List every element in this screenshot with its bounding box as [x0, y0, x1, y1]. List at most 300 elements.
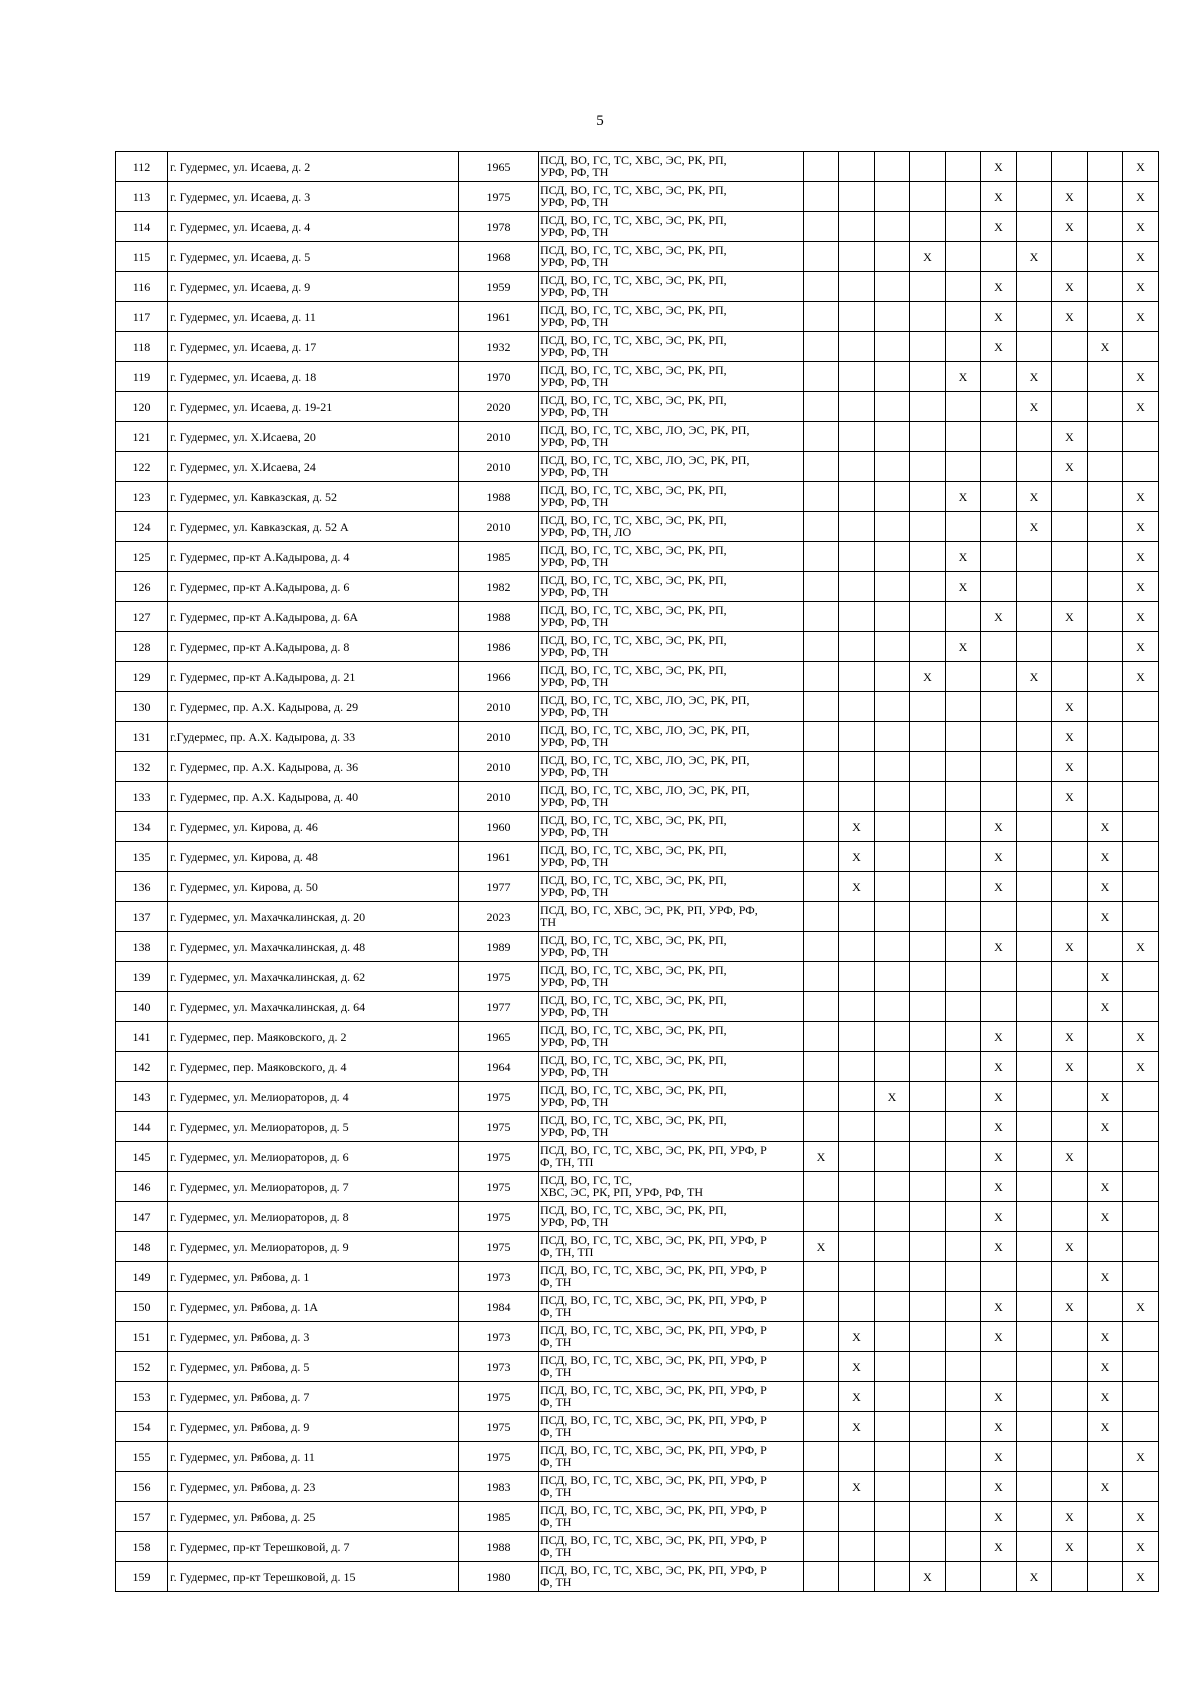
mark-cell	[804, 272, 839, 302]
table-row	[116, 1322, 1159, 1352]
works-list-line-1: ПСД, ВО, ГС, ТС, ХВС, ЭС, РК, РП,	[540, 933, 727, 947]
mark-cell	[1052, 1562, 1088, 1592]
mark-cell	[910, 1442, 946, 1472]
mark-cell	[804, 572, 839, 602]
mark-cell	[981, 632, 1017, 662]
works-list-line-1: ПСД, ВО, ГС, ТС, ХВС, ЭС, РК, РП, УРФ, Р	[540, 1353, 767, 1367]
mark-cell	[910, 1262, 946, 1292]
mark-cell	[1017, 1022, 1052, 1052]
mark-cell	[910, 842, 946, 872]
mark-cell	[1052, 1442, 1088, 1472]
mark-cell	[804, 512, 839, 542]
mark-cell	[875, 182, 910, 212]
works-list-line-1: ПСД, ВО, ГС, ТС, ХВС, ЭС, РК, РП, УРФ, Р	[540, 1323, 767, 1337]
mark-cell	[981, 452, 1017, 482]
table-row	[116, 872, 1159, 902]
table-body	[116, 152, 1159, 1592]
year-cell: 1960	[459, 812, 539, 842]
mark-cell	[1017, 962, 1052, 992]
works-list-line-2: УРФ, РФ, ТН	[540, 345, 609, 359]
works-list-cell	[539, 482, 804, 512]
mark-cell	[1052, 332, 1088, 362]
address-cell: г. Гудермес, ул. Исаева, д. 17	[168, 332, 459, 362]
mark-cell	[981, 752, 1017, 782]
mark-cell: X	[1123, 1502, 1159, 1532]
works-list-cell	[539, 1022, 804, 1052]
mark-cell	[1017, 1382, 1052, 1412]
works-list-line-1: ПСД, ВО, ГС, ТС, ХВС, ЛО, ЭС, РК, РП,	[540, 423, 750, 437]
mark-cell: X	[981, 1232, 1017, 1262]
mark-cell: X	[1017, 662, 1052, 692]
mark-cell	[1088, 1052, 1123, 1082]
address-cell: г. Гудермес, ул. Исаева, д. 19-21	[168, 392, 459, 422]
mark-cell	[804, 1052, 839, 1082]
works-list-line-2: УРФ, РФ, ТН	[540, 705, 609, 719]
works-list-line-2: Ф, ТН	[540, 1575, 572, 1589]
works-list-line-2: УРФ, РФ, ТН	[540, 1035, 609, 1049]
mark-cell: X	[1123, 182, 1159, 212]
mark-cell	[1088, 662, 1123, 692]
table-row	[116, 212, 1159, 242]
works-list-line-1: ПСД, ВО, ГС, ТС, ХВС, ЭС, РК, РП,	[540, 873, 727, 887]
mark-cell	[1123, 752, 1159, 782]
address-cell: г. Гудермес, пр-кт А.Кадырова, д. 6	[168, 572, 459, 602]
row-number-cell: 119	[116, 362, 168, 392]
mark-cell	[839, 272, 875, 302]
mark-cell: X	[1017, 392, 1052, 422]
mark-cell	[1052, 842, 1088, 872]
mark-cell	[981, 722, 1017, 752]
row-number-cell: 117	[116, 302, 168, 332]
mark-cell: X	[1123, 602, 1159, 632]
year-cell: 1975	[459, 1382, 539, 1412]
mark-cell: X	[981, 152, 1017, 182]
mark-cell: X	[1052, 932, 1088, 962]
works-list-line-2: Ф, ТН	[540, 1275, 572, 1289]
mark-cell	[910, 752, 946, 782]
year-cell: 1989	[459, 932, 539, 962]
address-cell: г. Гудермес, ул. Рябова, д. 1	[168, 1262, 459, 1292]
works-list-cell	[539, 512, 804, 542]
year-cell: 1975	[459, 1172, 539, 1202]
works-list-line-2: Ф, ТН	[540, 1515, 572, 1529]
mark-cell: X	[839, 1412, 875, 1442]
works-list-line-1: ПСД, ВО, ГС, ТС, ХВС, ЭС, РК, РП,	[540, 963, 727, 977]
year-cell: 1975	[459, 1082, 539, 1112]
mark-cell: X	[981, 1532, 1017, 1562]
address-cell: г. Гудермес, ул. Рябова, д. 7	[168, 1382, 459, 1412]
mark-cell	[804, 1502, 839, 1532]
mark-cell	[1123, 962, 1159, 992]
mark-cell: X	[981, 1292, 1017, 1322]
row-number-cell: 126	[116, 572, 168, 602]
works-list-line-1: ПСД, ВО, ГС, ТС, ХВС, ЭС, РК, РП,	[540, 183, 727, 197]
mark-cell	[910, 1082, 946, 1112]
mark-cell: X	[1088, 1352, 1123, 1382]
works-list-cell	[539, 1172, 804, 1202]
year-cell: 1977	[459, 992, 539, 1022]
mark-cell	[910, 1322, 946, 1352]
mark-cell: X	[981, 1412, 1017, 1442]
mark-cell	[946, 842, 981, 872]
works-list-line-2: УРФ, РФ, ТН	[540, 615, 609, 629]
works-list-line-1: ПСД, ВО, ГС, ТС, ХВС, ЭС, РК, РП,	[540, 513, 727, 527]
mark-cell	[1017, 182, 1052, 212]
mark-cell	[1123, 812, 1159, 842]
address-cell: г. Гудермес, ул. Мелиораторов, д. 6	[168, 1142, 459, 1172]
mark-cell	[981, 902, 1017, 932]
mark-cell	[839, 1532, 875, 1562]
address-cell: г. Гудермес, пр-кт Терешковой, д. 15	[168, 1562, 459, 1592]
address-cell: г. Гудермес, ул. Исаева, д. 2	[168, 152, 459, 182]
mark-cell	[804, 422, 839, 452]
mark-cell	[946, 932, 981, 962]
mark-cell	[804, 482, 839, 512]
year-cell: 1975	[459, 182, 539, 212]
mark-cell	[875, 602, 910, 632]
mark-cell	[981, 392, 1017, 422]
address-cell: г. Гудермес, пр-кт А.Кадырова, д. 21	[168, 662, 459, 692]
mark-cell	[839, 572, 875, 602]
mark-cell	[804, 302, 839, 332]
mark-cell: X	[1123, 212, 1159, 242]
mark-cell	[804, 722, 839, 752]
mark-cell	[946, 722, 981, 752]
year-cell: 1964	[459, 1052, 539, 1082]
works-list-line-1: ПСД, ВО, ГС, ТС, ХВС, ЛО, ЭС, РК, РП,	[540, 723, 750, 737]
works-list-line-2: УРФ, РФ, ТН	[540, 645, 609, 659]
row-number-cell: 142	[116, 1052, 168, 1082]
works-list-cell	[539, 332, 804, 362]
mark-cell	[804, 1262, 839, 1292]
address-cell: г. Гудермес, ул. Рябова, д. 1А	[168, 1292, 459, 1322]
mark-cell: X	[1052, 1022, 1088, 1052]
mark-cell	[910, 512, 946, 542]
mark-cell	[910, 1052, 946, 1082]
mark-cell: X	[1052, 1142, 1088, 1172]
table-row	[116, 752, 1159, 782]
mark-cell: X	[1088, 1412, 1123, 1442]
mark-cell	[910, 1472, 946, 1502]
works-list-line-2: УРФ, РФ, ТН	[540, 585, 609, 599]
mark-cell	[1123, 872, 1159, 902]
mark-cell	[946, 1352, 981, 1382]
row-number-cell: 157	[116, 1502, 168, 1532]
mark-cell	[981, 1262, 1017, 1292]
year-cell: 1968	[459, 242, 539, 272]
mark-cell	[1052, 482, 1088, 512]
mark-cell: X	[1052, 1502, 1088, 1532]
year-cell: 1975	[459, 1232, 539, 1262]
year-cell: 1982	[459, 572, 539, 602]
table-row	[116, 272, 1159, 302]
mark-cell: X	[910, 242, 946, 272]
mark-cell	[910, 1112, 946, 1142]
mark-cell	[839, 1292, 875, 1322]
mark-cell	[839, 152, 875, 182]
mark-cell	[839, 992, 875, 1022]
row-number-cell: 143	[116, 1082, 168, 1112]
works-list-line-2: УРФ, РФ, ТН	[540, 825, 609, 839]
mark-cell: X	[1052, 722, 1088, 752]
mark-cell	[946, 1142, 981, 1172]
row-number-cell: 120	[116, 392, 168, 422]
mark-cell	[946, 1412, 981, 1442]
mark-cell: X	[1088, 992, 1123, 1022]
address-cell: г. Гудермес, ул. Махачкалинская, д. 62	[168, 962, 459, 992]
mark-cell	[946, 812, 981, 842]
mark-cell	[1123, 1262, 1159, 1292]
mark-cell	[1017, 752, 1052, 782]
mark-cell	[1123, 1142, 1159, 1172]
mark-cell	[804, 692, 839, 722]
table-row	[116, 662, 1159, 692]
works-list-line-2: УРФ, РФ, ТН	[540, 465, 609, 479]
mark-cell	[1017, 812, 1052, 842]
table-row	[116, 332, 1159, 362]
mark-cell	[1088, 212, 1123, 242]
year-cell: 1985	[459, 1502, 539, 1532]
works-list-cell	[539, 302, 804, 332]
mark-cell: X	[1052, 1292, 1088, 1322]
works-list-cell	[539, 872, 804, 902]
mark-cell	[839, 242, 875, 272]
mark-cell	[1017, 992, 1052, 1022]
year-cell: 1970	[459, 362, 539, 392]
mark-cell	[875, 992, 910, 1022]
works-list-cell	[539, 422, 804, 452]
mark-cell	[946, 602, 981, 632]
table-row	[116, 842, 1159, 872]
mark-cell	[1017, 1322, 1052, 1352]
mark-cell: X	[839, 1322, 875, 1352]
mark-cell: X	[1052, 752, 1088, 782]
mark-cell	[804, 782, 839, 812]
address-cell: г. Гудермес, пр. А.Х. Кадырова, д. 36	[168, 752, 459, 782]
mark-cell	[946, 1262, 981, 1292]
address-cell: г. Гудермес, ул. Мелиораторов, д. 7	[168, 1172, 459, 1202]
mark-cell	[1123, 992, 1159, 1022]
mark-cell	[839, 512, 875, 542]
mark-cell: X	[1123, 1562, 1159, 1592]
mark-cell	[1017, 842, 1052, 872]
mark-cell	[1088, 1532, 1123, 1562]
mark-cell: X	[1088, 962, 1123, 992]
address-cell: г. Гудермес, ул. Исаева, д. 18	[168, 362, 459, 392]
mark-cell	[910, 422, 946, 452]
mark-cell	[1017, 1472, 1052, 1502]
mark-cell: X	[1123, 362, 1159, 392]
mark-cell	[1017, 1232, 1052, 1262]
row-number-cell: 130	[116, 692, 168, 722]
mark-cell	[910, 1202, 946, 1232]
mark-cell: X	[981, 1202, 1017, 1232]
mark-cell	[946, 1472, 981, 1502]
mark-cell: X	[1123, 272, 1159, 302]
mark-cell	[1052, 1412, 1088, 1442]
mark-cell: X	[1052, 1232, 1088, 1262]
mark-cell	[910, 812, 946, 842]
address-cell: г. Гудермес, пр-кт А.Кадырова, д. 6А	[168, 602, 459, 632]
mark-cell	[946, 1052, 981, 1082]
mark-cell: X	[910, 1562, 946, 1592]
mark-cell	[804, 1112, 839, 1142]
mark-cell	[1088, 932, 1123, 962]
mark-cell	[804, 1202, 839, 1232]
mark-cell	[946, 452, 981, 482]
year-cell: 1973	[459, 1322, 539, 1352]
works-list-cell	[539, 1322, 804, 1352]
mark-cell	[946, 152, 981, 182]
mark-cell	[1123, 902, 1159, 932]
mark-cell: X	[1052, 272, 1088, 302]
row-number-cell: 125	[116, 542, 168, 572]
works-list-line-1: ПСД, ВО, ГС, ТС, ХВС, ЭС, РК, РП,	[540, 663, 727, 677]
mark-cell	[839, 362, 875, 392]
mark-cell	[910, 1292, 946, 1322]
address-cell: г. Гудермес, пр. А.Х. Кадырова, д. 29	[168, 692, 459, 722]
mark-cell: X	[1052, 182, 1088, 212]
mark-cell	[1088, 182, 1123, 212]
mark-cell	[875, 1322, 910, 1352]
table-row	[116, 1472, 1159, 1502]
works-list-cell	[539, 572, 804, 602]
works-list-line-1: ПСД, ВО, ГС, ТС,	[540, 1173, 633, 1187]
mark-cell	[981, 572, 1017, 602]
works-list-line-1: ПСД, ВО, ГС, ТС, ХВС, ЭС, РК, РП, УРФ, Р	[540, 1293, 767, 1307]
works-list-line-1: ПСД, ВО, ГС, ТС, ХВС, ЭС, РК, РП,	[540, 1023, 727, 1037]
mark-cell	[875, 1502, 910, 1532]
works-list-line-2: Ф, ТН	[540, 1425, 572, 1439]
row-number-cell: 150	[116, 1292, 168, 1322]
year-cell: 1985	[459, 542, 539, 572]
mark-cell	[839, 332, 875, 362]
address-cell: г. Гудермес, ул. Кирова, д. 46	[168, 812, 459, 842]
mark-cell: X	[981, 272, 1017, 302]
mark-cell	[875, 962, 910, 992]
works-list-line-2: УРФ, РФ, ТН	[540, 555, 609, 569]
address-cell: г. Гудермес, ул. Рябова, д. 23	[168, 1472, 459, 1502]
mark-cell: X	[839, 872, 875, 902]
mark-cell	[946, 1532, 981, 1562]
works-list-cell	[539, 1292, 804, 1322]
mark-cell	[946, 992, 981, 1022]
mark-cell	[839, 782, 875, 812]
mark-cell	[804, 212, 839, 242]
mark-cell	[875, 782, 910, 812]
mark-cell: X	[1017, 482, 1052, 512]
mark-cell	[1017, 1352, 1052, 1382]
mark-cell	[1088, 542, 1123, 572]
mark-cell	[981, 1562, 1017, 1592]
works-list-line-1: ПСД, ВО, ГС, ТС, ХВС, ЭС, РК, РП,	[540, 303, 727, 317]
year-cell: 2010	[459, 692, 539, 722]
table-row	[116, 482, 1159, 512]
address-cell: г. Гудермес, ул. Кавказская, д. 52 А	[168, 512, 459, 542]
mark-cell	[1017, 782, 1052, 812]
mark-cell	[1088, 632, 1123, 662]
works-list-cell	[539, 1232, 804, 1262]
mark-cell	[804, 1172, 839, 1202]
mark-cell	[946, 1202, 981, 1232]
mark-cell	[804, 992, 839, 1022]
mark-cell	[875, 572, 910, 602]
address-cell: г. Гудермес, пер. Маяковского, д. 2	[168, 1022, 459, 1052]
works-list-line-2: УРФ, РФ, ТН	[540, 1125, 609, 1139]
mark-cell	[875, 1022, 910, 1052]
mark-cell	[981, 992, 1017, 1022]
mark-cell	[910, 1352, 946, 1382]
works-list-line-2: УРФ, РФ, ТН	[540, 165, 609, 179]
mark-cell	[839, 1082, 875, 1112]
mark-cell	[839, 542, 875, 572]
mark-cell	[910, 332, 946, 362]
mark-cell: X	[1088, 812, 1123, 842]
works-list-line-2: Ф, ТН	[540, 1455, 572, 1469]
mark-cell	[910, 1382, 946, 1412]
works-list-cell	[539, 242, 804, 272]
mark-cell: X	[875, 1082, 910, 1112]
works-list-line-1: ПСД, ВО, ГС, ТС, ХВС, ЭС, РК, РП,	[540, 573, 727, 587]
mark-cell	[981, 962, 1017, 992]
row-number-cell: 133	[116, 782, 168, 812]
mark-cell	[839, 452, 875, 482]
mark-cell	[1017, 1112, 1052, 1142]
mark-cell	[839, 212, 875, 242]
mark-cell	[804, 1562, 839, 1592]
mark-cell	[875, 542, 910, 572]
row-number-cell: 112	[116, 152, 168, 182]
mark-cell: X	[1123, 1292, 1159, 1322]
mark-cell	[1052, 1112, 1088, 1142]
mark-cell	[839, 962, 875, 992]
mark-cell	[946, 272, 981, 302]
mark-cell	[804, 932, 839, 962]
mark-cell	[839, 1502, 875, 1532]
works-list-cell	[539, 152, 804, 182]
mark-cell	[981, 422, 1017, 452]
mark-cell	[875, 422, 910, 452]
year-cell: 1988	[459, 482, 539, 512]
mark-cell	[1088, 302, 1123, 332]
mark-cell	[875, 152, 910, 182]
mark-cell: X	[1088, 842, 1123, 872]
table-row	[116, 422, 1159, 452]
mark-cell	[946, 662, 981, 692]
table-row	[116, 392, 1159, 422]
mark-cell	[946, 752, 981, 782]
mark-cell	[875, 1532, 910, 1562]
works-list-cell	[539, 1442, 804, 1472]
mark-cell: X	[1123, 152, 1159, 182]
mark-cell	[981, 362, 1017, 392]
mark-cell	[875, 1562, 910, 1592]
works-list-line-2: Ф, ТН	[540, 1305, 572, 1319]
row-number-cell: 135	[116, 842, 168, 872]
mark-cell: X	[1088, 1172, 1123, 1202]
mark-cell: X	[981, 1022, 1017, 1052]
mark-cell	[804, 332, 839, 362]
mark-cell	[875, 722, 910, 752]
works-list-line-2: УРФ, РФ, ТН	[540, 675, 609, 689]
mark-cell: X	[1088, 902, 1123, 932]
mark-cell	[910, 1502, 946, 1532]
mark-cell	[804, 602, 839, 632]
mark-cell	[1052, 1472, 1088, 1502]
mark-cell	[839, 1232, 875, 1262]
mark-cell: X	[1123, 482, 1159, 512]
table-row	[116, 542, 1159, 572]
